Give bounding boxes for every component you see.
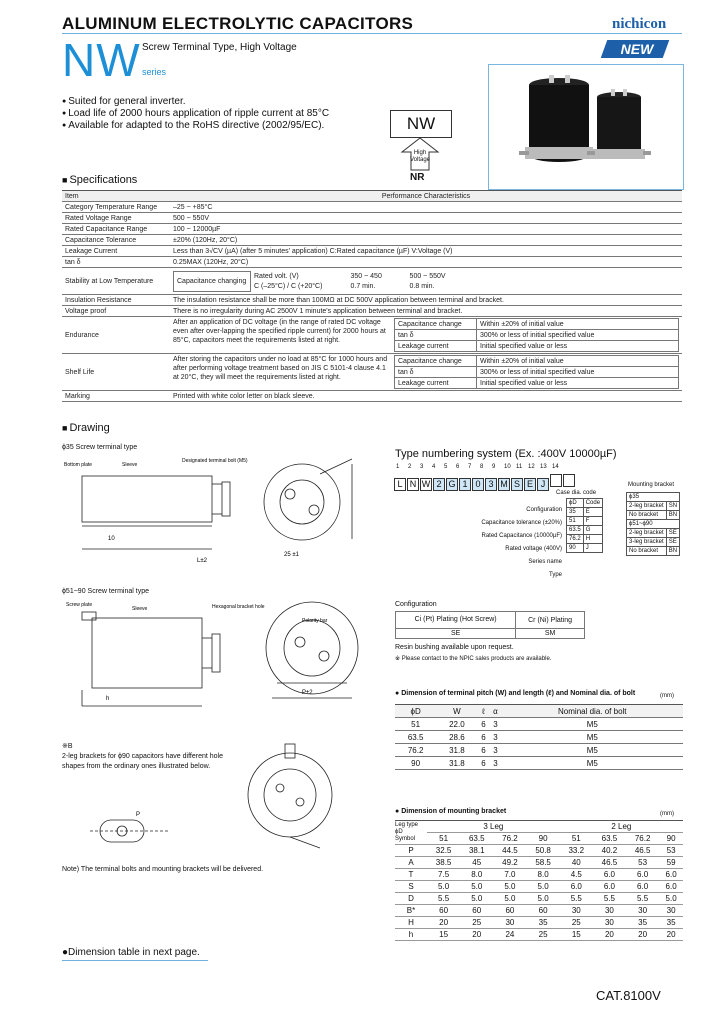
screw-plate-label: Screw plate (66, 602, 93, 608)
digit: 2 (408, 464, 412, 470)
product-photo (488, 64, 684, 190)
mb-cell: 5.0 (493, 893, 526, 905)
mb-cell: 5.5 (560, 893, 593, 905)
mb-cell: 60 (427, 905, 460, 917)
mb-cell: 40.2 (593, 845, 626, 857)
mb-group2: 2 Leg (560, 821, 683, 833)
config-note1: Resin bushing available upon request. (395, 644, 514, 651)
dim-cell: 90 (395, 757, 436, 770)
config-val2: SM (516, 629, 585, 639)
mb-cell: 5.0 (659, 893, 683, 905)
feature-item: ● Load life of 2000 hours application of ripple current at 85°C (62, 108, 329, 120)
mb-cell: 6.0 (626, 869, 659, 881)
case-cell: 76.2 (567, 535, 584, 544)
mb-heading: ● Dimension of mounting bracket (395, 808, 507, 815)
mb-diameter: 76.2 (493, 833, 526, 845)
next-page-text: Dimension table in next page. (68, 947, 200, 958)
designated-terminal-label: Designated terminal bolt (M5) (182, 458, 248, 464)
mb-cell: 15 (560, 929, 593, 941)
mb-heading-text: Dimension of mounting bracket (401, 808, 507, 815)
dim-header: α (489, 705, 501, 718)
mb-cell: 5.5 (427, 893, 460, 905)
mb-cell: 40 (560, 857, 593, 869)
dim-cell: 51 (395, 718, 436, 731)
mb-cell: 35 (659, 917, 683, 929)
mb-symbol: Symbol (395, 836, 416, 842)
mb-cell: 30 (593, 917, 626, 929)
dim-10: 10 (108, 536, 115, 542)
dim-cell: 6 (478, 731, 490, 744)
mb-cell: 5.0 (460, 893, 493, 905)
dim-header: Nominal dia. of bolt (502, 705, 683, 718)
spec-item: Category Temperature Range (62, 202, 170, 213)
page-title: ALUMINUM ELECTROLYTIC CAPACITORS (62, 14, 414, 33)
mb-cell: 30 (626, 905, 659, 917)
mb-diameter: 76.2 (626, 833, 659, 845)
type-box: 0 (472, 478, 484, 491)
type-box (550, 474, 562, 487)
shelf-value: Within ±20% of initial value (477, 356, 679, 367)
legend-cell: SN (666, 502, 679, 511)
shelf-key: Capacitance change (395, 356, 477, 367)
type-box: M (498, 478, 510, 491)
type-box: L (394, 478, 406, 491)
capacitor-photo-icon (489, 65, 683, 189)
legend-cell: 3-leg bracket (627, 538, 667, 547)
case-cell: F (583, 517, 602, 526)
type-box: E (524, 478, 536, 491)
dim-cell: 63.5 (395, 731, 436, 744)
spec-item: Stability at Low Temperature (62, 268, 170, 295)
mb-diameter: 51 (560, 833, 593, 845)
catalog-number: CAT.8100V (596, 988, 661, 1003)
mb-cell: 6.0 (626, 881, 659, 893)
mb-phi: ϕD (395, 829, 403, 835)
mb-cell: 30 (659, 905, 683, 917)
type-box: N (407, 478, 419, 491)
shelf-text: After storing the capacitors under no load at 85°C for 1000 hours and after performing voltage treatment based on JIS C 5101-4 clause 4.1 at 20°C, they will meet the requirements listed at right. (173, 356, 388, 381)
mb-cell: 6.0 (593, 869, 626, 881)
mb-row (395, 893, 683, 905)
mb-cell: 30 (560, 905, 593, 917)
type-box: S (511, 478, 523, 491)
mb-cell: 44.5 (493, 845, 526, 857)
dim-cell: 6 (478, 757, 490, 770)
configuration-heading: Configuration (395, 601, 437, 608)
mb-row (395, 857, 683, 869)
mb-cell: 20 (659, 929, 683, 941)
spec-header-perf: Performance Characteristics (170, 191, 682, 202)
legend-cell: BN (666, 547, 679, 556)
sleeve-label: Sleeve (122, 462, 138, 468)
case-cell: 51 (567, 517, 584, 526)
mb-cell: 20 (427, 917, 460, 929)
next-page-rule (62, 960, 208, 961)
mb-symbol-cell: B* (395, 905, 427, 917)
shelf-value: Initial specified value or less (477, 378, 679, 389)
digit: 3 (420, 464, 424, 470)
spec-item: Rated Capacitance Range (62, 224, 170, 235)
digit: 10 (504, 464, 511, 470)
spec-value: 0.25MAX (120Hz, 20°C) (170, 257, 682, 268)
case-cell: G (583, 526, 602, 535)
dim-cell: M5 (502, 731, 683, 744)
callout: Type (548, 572, 562, 578)
mb-row (395, 845, 683, 857)
series-code: NW (62, 34, 141, 86)
digit: 5 (444, 464, 448, 470)
config-col2: Cr (Ni) Plating (516, 612, 585, 629)
mb-cell: 8.0 (460, 869, 493, 881)
mb-cell: 5.0 (460, 881, 493, 893)
spec-item: Insulation Resistance (62, 295, 170, 306)
dim-header: W (436, 705, 477, 718)
legend-cell: 2-leg bracket (627, 502, 667, 511)
drawing-heading: ■ Drawing (62, 422, 110, 434)
stability-col-a: 350 ~ 450 (350, 272, 382, 280)
mb-cell: 5.0 (427, 881, 460, 893)
brand-logo: nichicon (612, 16, 667, 32)
mb-symbol-cell: h (395, 929, 427, 941)
spec-item: Voltage proof (62, 306, 170, 317)
legend-cell: ϕ51~ϕ90 (627, 520, 680, 529)
dim-25: 25 ±1 (284, 552, 299, 558)
config-note2: ※ Please contact to the NPIC sales products are available. (395, 656, 552, 662)
case-cell: 63.5 (567, 526, 584, 535)
stability-val-b: 0.8 min. (409, 282, 435, 290)
legend-cell: ϕ35 (627, 493, 680, 502)
config-col1: Ci (Pt) Plating (Hot Screw) (396, 612, 516, 629)
dim-cell: 3 (489, 718, 501, 731)
arrow-label: High Voltage (409, 150, 431, 163)
dim-bolt-table (395, 704, 683, 770)
dim-cell: 6 (478, 718, 490, 731)
legend-cell: 2-leg bracket (627, 529, 667, 538)
type-box: 2 (433, 478, 445, 491)
legend-cell: SE (666, 538, 679, 547)
case-header: Code (583, 499, 602, 508)
mb-symbol-cell: A (395, 857, 427, 869)
spec-value: The insulation resistance shall be more than 100MΩ at DC 500V application between terminal and bracket. (170, 295, 682, 306)
mb-cell: 60 (493, 905, 526, 917)
type-numbering-heading: Type numbering system (Ex. :400V 10000µF) (395, 448, 617, 460)
case-cell: 35 (567, 508, 584, 517)
bracket-legend (626, 492, 680, 556)
dim-cell: 22.0 (436, 718, 477, 731)
spec-item: Marking (62, 391, 170, 402)
case-cell: E (583, 508, 602, 517)
mb-cell: 30 (493, 917, 526, 929)
mb-cell: 30 (593, 905, 626, 917)
type-box-row (394, 474, 576, 492)
mb-cell: 46.5 (593, 857, 626, 869)
case-cell: H (583, 535, 602, 544)
mb-cell: 60 (527, 905, 560, 917)
case-cell: 90 (567, 544, 584, 553)
mb-cell: 53 (659, 845, 683, 857)
mb-cell: 45 (460, 857, 493, 869)
bottom-plate-label: Bottom plate (64, 462, 93, 468)
mb-cell: 60 (460, 905, 493, 917)
mb-diameter: 51 (427, 833, 460, 845)
digit: 11 (516, 464, 523, 470)
feature-item: ● Suited for general inverter. (62, 96, 329, 108)
spec-value: 500 ~ 550V (170, 213, 682, 224)
type-box (563, 474, 575, 487)
mb-leg-type: Leg type (395, 822, 419, 828)
mb-row (395, 881, 683, 893)
mb-cell: 6.0 (593, 881, 626, 893)
digit: 6 (456, 464, 460, 470)
type-box: G (446, 478, 458, 491)
mb-cell: 58.5 (527, 857, 560, 869)
case-label: Case dia. code (556, 490, 597, 496)
type35-label: ϕ35 Screw terminal type (62, 444, 138, 451)
mb-diam-row (395, 833, 683, 845)
mb-row (395, 869, 683, 881)
digit: 1 (396, 464, 400, 470)
mb-body (395, 845, 683, 941)
type-box: 3 (485, 478, 497, 491)
type-box: W (421, 479, 431, 489)
note-b-title: ※B (62, 743, 73, 750)
spec-item: Leakage Current (62, 246, 170, 257)
shelf-key: Leakage current (395, 378, 477, 389)
mb-cell: 6.0 (659, 869, 683, 881)
mb-cell: 5.0 (493, 881, 526, 893)
mb-cell: 5.0 (527, 881, 560, 893)
mb-cell: 49.2 (493, 857, 526, 869)
callout: Series name (528, 559, 562, 565)
specifications-heading: ■ Specifications (62, 174, 137, 186)
dim-cell: 3 (489, 757, 501, 770)
dim-cell: 31.8 (436, 757, 477, 770)
drawing-35-svg (62, 454, 382, 574)
stability-col-b: 500 ~ 550V (409, 272, 446, 280)
polarity-bar-label: Polarity bar (302, 618, 328, 624)
mb-cell: 5.5 (593, 893, 626, 905)
header-rule (62, 33, 682, 34)
series-description: Screw Terminal Type, High Voltage (142, 42, 297, 53)
type-box: 1 (459, 478, 471, 491)
endurance-value: 300% or less of initial specified value (477, 330, 679, 341)
dim-cell: 28.6 (436, 731, 477, 744)
dim-cell: 6 (478, 744, 490, 757)
endurance-value: Initial specified value or less (477, 341, 679, 352)
mb-unit: (mm) (660, 811, 674, 817)
case-header: ϕD (567, 499, 584, 508)
dim-header: ℓ (478, 705, 490, 718)
base-series: NR (410, 172, 425, 183)
mb-cell: 20 (460, 929, 493, 941)
dim-bolt-heading: ● Dimension of terminal pitch (W) and length (ℓ) and Nominal dia. of bolt (395, 690, 636, 697)
mb-cell: 33.2 (560, 845, 593, 857)
stability-rated-volt: Rated volt. (V) (254, 272, 299, 280)
spec-value: There is no irregularity during AC 2500V 1 minute's application between terminal and bracket. (170, 306, 682, 317)
mb-cell: 38.5 (427, 857, 460, 869)
spec-item: Rated Voltage Range (62, 213, 170, 224)
dim-cell: 31.8 (436, 744, 477, 757)
endurance-key: Capacitance change (395, 319, 477, 330)
case-table (566, 498, 603, 553)
mb-cell: 53 (626, 857, 659, 869)
legend-cell: No bracket (627, 511, 667, 520)
digit: 4 (432, 464, 436, 470)
configuration-table (395, 611, 585, 639)
mb-cell: 4.5 (560, 869, 593, 881)
endurance-key: tan δ (395, 330, 477, 341)
mb-symbol-cell: S (395, 881, 427, 893)
mb-cell: 25 (460, 917, 493, 929)
bracket-detail-svg (90, 810, 180, 855)
endurance-value: Within ±20% of initial value (477, 319, 679, 330)
mb-cell: 46.5 (626, 845, 659, 857)
series-word: series (142, 67, 167, 77)
mb-symbol-cell: T (395, 869, 427, 881)
specifications-table (62, 190, 682, 402)
type-box: J (537, 478, 549, 491)
case-cell: J (583, 544, 602, 553)
mb-cell: 5.0 (527, 893, 560, 905)
mb-cell: 25 (560, 917, 593, 929)
legend-cell: BN (666, 511, 679, 520)
drawing-51-svg (62, 598, 392, 738)
callout: Capacitance tolerance (±20%) (481, 520, 562, 526)
mb-diameter: 90 (527, 833, 560, 845)
spec-item: Endurance (62, 317, 170, 354)
spec-item: tan δ (62, 257, 170, 268)
mb-corner (395, 821, 427, 845)
legend-cell: SE (666, 529, 679, 538)
bracket-legend-title: Mounting bracket (628, 482, 675, 488)
spec-value: ±20% (120Hz, 20°C) (170, 235, 682, 246)
mb-cell: 50.8 (527, 845, 560, 857)
mb-diameter: 63.5 (460, 833, 493, 845)
mb-group3: 3 Leg (427, 821, 560, 833)
spec-value: Printed with white color letter on black sleeve. (170, 391, 682, 402)
mb-cell: 35 (527, 917, 560, 929)
mb-symbol-cell: D (395, 893, 427, 905)
mb-cell: 38.1 (460, 845, 493, 857)
shelf-value: 300% or less of initial specified value (477, 367, 679, 378)
spec-item: Capacitance Tolerance (62, 235, 170, 246)
mb-row (395, 929, 683, 941)
mb-cell: 25 (527, 929, 560, 941)
dim-cell: M5 (502, 757, 683, 770)
dim-bolt-heading-text: Dimension of terminal pitch (W) and length (ℓ) and Nominal dia. of bolt (401, 690, 636, 697)
dim-cell: 3 (489, 744, 501, 757)
stability-ratio: C (–25°C) / C (+20°C) (254, 282, 323, 290)
dim-header: ϕD (395, 705, 436, 718)
mb-cell: 20 (626, 929, 659, 941)
endurance-text: After an application of DC voltage (in the range of rated DC voltage even after over-lapping the specified ripple current) for 2000 hours at 85°C, capacitors meet the requirements listed at right. (173, 319, 386, 344)
callout: Configuration (526, 507, 562, 513)
endurance-key: Leakage current (395, 341, 477, 352)
config-val1: SE (396, 629, 516, 639)
digit: 9 (492, 464, 496, 470)
mb-cell: 7.0 (493, 869, 526, 881)
spec-header-item: Item (62, 191, 170, 202)
spec-item: Shelf Life (62, 354, 170, 391)
digit: 8 (480, 464, 484, 470)
spec-value: Less than 3√CV (µA) (after 5 minutes' application) C:Rated capacitance (µF) V:Voltage (V) (170, 246, 682, 257)
dim-bolt-unit: (mm) (660, 693, 674, 699)
mb-cell: 5.5 (626, 893, 659, 905)
mb-diameter: 90 (659, 833, 683, 845)
mb-cell: 7.5 (427, 869, 460, 881)
series-box: NW (390, 110, 452, 138)
spec-value: –25 ~ +85°C (170, 202, 682, 213)
dim-cell: M5 (502, 744, 683, 757)
mb-row (395, 905, 683, 917)
new-badge: NEW (620, 41, 654, 57)
mb-cell: 32.5 (427, 845, 460, 857)
next-page-note: ●Dimension table in next page. (62, 947, 200, 958)
dim-cell: M5 (502, 718, 683, 731)
mb-cell: 59 (659, 857, 683, 869)
type-callouts (470, 504, 562, 582)
mb-symbol-cell: H (395, 917, 427, 929)
mb-cell: 8.0 (527, 869, 560, 881)
mb-diameter: 63.5 (593, 833, 626, 845)
feature-item: ● Available for adapted to the RoHS directive (2002/95/EC). (62, 120, 329, 132)
digit: 7 (468, 464, 472, 470)
mb-symbol-cell: P (395, 845, 427, 857)
hexagonal-bracket-label: Hexagonal bracket hole (212, 604, 265, 610)
digit: 12 (528, 464, 535, 470)
stability-label: Capacitance changing (174, 271, 251, 291)
feature-list (62, 96, 329, 132)
mb-cell: 35 (626, 917, 659, 929)
note-b-text: 2-leg brackets for ϕ90 capacitors have different hole shapes from the ordinary ones illustrated below. (62, 753, 223, 770)
dim-p: P (136, 812, 141, 818)
type51-label: ϕ51~90 Screw terminal type (62, 588, 149, 595)
dim-l2: L±2 (197, 558, 207, 564)
stability-val-a: 0.7 min. (350, 282, 376, 290)
mb-cell: 24 (493, 929, 526, 941)
mb-cell: 15 (427, 929, 460, 941)
dim-cell: 76.2 (395, 744, 436, 757)
callout: Rated voltage (400V) (505, 546, 562, 552)
dim-p2: P±2 (302, 690, 313, 696)
digit-row (396, 464, 564, 470)
sleeve-label-2: Sleeve (132, 606, 148, 612)
dim-h: h (106, 696, 110, 702)
mb-row (395, 917, 683, 929)
callout: Rated Capacitance (10000µF) (481, 533, 562, 539)
digit: 14 (552, 464, 559, 470)
digit: 13 (540, 464, 547, 470)
mb-cell: 6.0 (659, 881, 683, 893)
spec-value: 100 ~ 12000µF (170, 224, 682, 235)
bracket-top-svg (230, 740, 360, 850)
note-bolts: Note) The terminal bolts and mounting brackets will be delivered. (62, 866, 264, 873)
mb-table (395, 820, 683, 941)
dim-cell: 3 (489, 731, 501, 744)
mb-cell: 20 (593, 929, 626, 941)
shelf-key: tan δ (395, 367, 477, 378)
mb-cell: 6.0 (560, 881, 593, 893)
legend-cell: No bracket (627, 547, 667, 556)
